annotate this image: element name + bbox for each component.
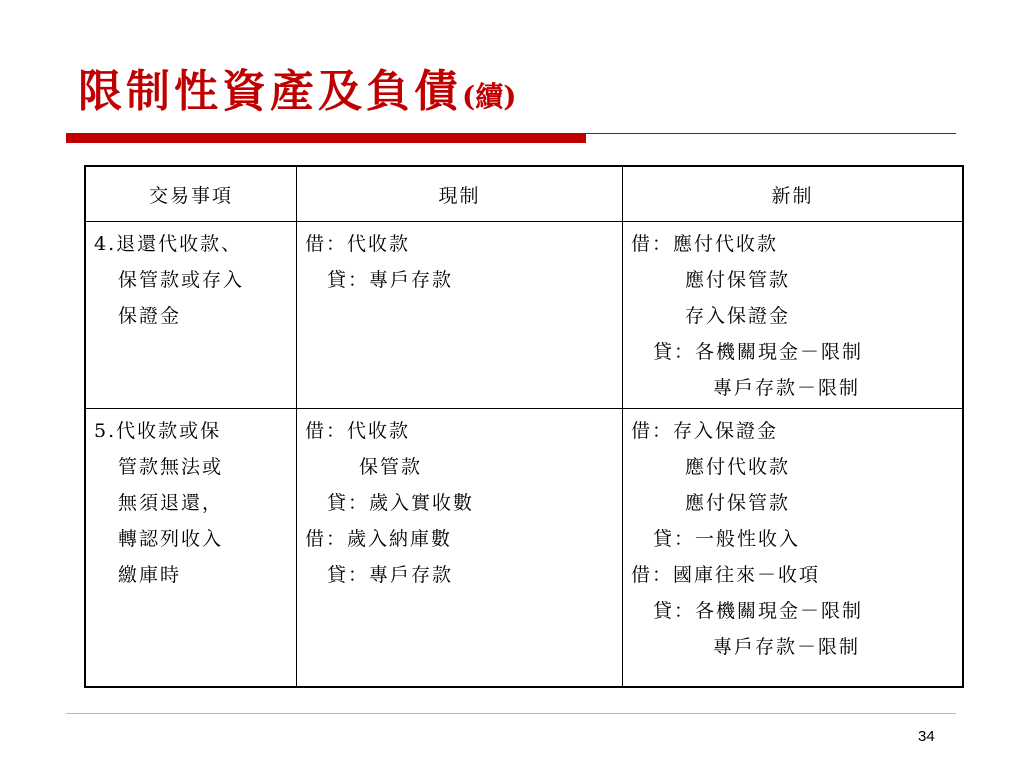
cell-line: 借：歲入納庫數 (305, 528, 453, 550)
cell-line: 貸：專戶存款 (327, 564, 454, 586)
cell-line: 5.代收款或保 (94, 420, 222, 442)
table-row (85, 222, 963, 409)
cell-line: 繳庫時 (118, 564, 182, 586)
cell-line: 應付保管款 (685, 269, 791, 291)
slide-title (78, 62, 517, 127)
footer-divider (66, 713, 956, 714)
header-current-system: 現制 (297, 166, 623, 222)
slide-title-suffix: (續) (462, 80, 517, 113)
cell-line: 存入保證金 (685, 305, 791, 327)
table-header-row (85, 166, 963, 222)
cell-line: 借：代收款 (305, 233, 411, 255)
cell-line: 轉認列收入 (118, 528, 224, 550)
journal-entry-table (84, 165, 964, 688)
title-underline-thick (66, 133, 586, 143)
row5-current-cell (297, 409, 623, 688)
header-transaction: 交易事項 (85, 166, 297, 222)
cell-line: 借：應付代收款 (631, 233, 779, 255)
cell-line: 借：代收款 (305, 420, 411, 442)
cell-line: 無須退還， (118, 492, 224, 514)
cell-line: 借：存入保證金 (631, 420, 779, 442)
page-number: 34 (918, 728, 935, 745)
cell-line: 保管款或存入 (118, 269, 245, 291)
cell-line: 專戶存款－限制 (713, 377, 861, 399)
cell-line: 保管款 (359, 456, 423, 478)
cell-line: 應付保管款 (685, 492, 791, 514)
cell-line: 應付代收款 (685, 456, 791, 478)
cell-line: 管款無法或 (118, 456, 224, 478)
row4-new-cell (623, 222, 964, 409)
cell-line: 4.退還代收款、 (94, 233, 243, 255)
cell-line: 保證金 (118, 305, 182, 327)
table-row (85, 409, 963, 688)
cell-line: 貸：各機關現金－限制 (653, 341, 864, 363)
slide-title-main: 限制性資產及負債 (78, 66, 462, 117)
cell-line: 貸：各機關現金－限制 (653, 600, 864, 622)
row4-current-cell (297, 222, 623, 409)
cell-line: 貸：歲入實收數 (327, 492, 475, 514)
cell-line: 貸：一般性收入 (653, 528, 801, 550)
header-new-system: 新制 (623, 166, 964, 222)
cell-line: 借：國庫往來－收項 (631, 564, 821, 586)
row5-new-cell (623, 409, 964, 688)
cell-line: 貸：專戶存款 (327, 269, 454, 291)
row4-transaction-cell (85, 222, 297, 409)
cell-line: 專戶存款－限制 (713, 636, 861, 658)
row5-transaction-cell (85, 409, 297, 688)
